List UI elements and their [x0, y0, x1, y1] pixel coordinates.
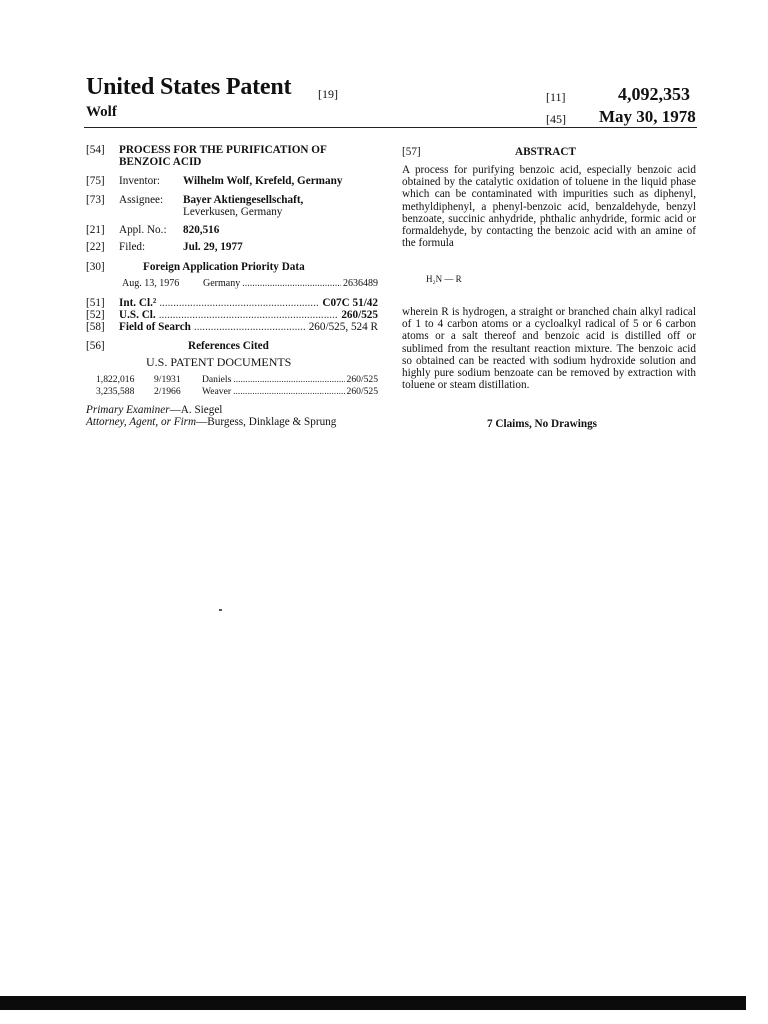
primary-examiner-value: —A. Siegel — [169, 404, 223, 416]
patent-number: 4,092,353 — [618, 84, 690, 104]
assignee-code: [73] — [86, 194, 105, 206]
abstract-part2: wherein R is hydrogen, a straight or branched chain alkyl radical of 1 to 4 carbon atoms or a cycloalkyl radical of 5 or 6 carbon atoms or a salt thereof and benzoic acid is distilled off or sublimed from the resultant reaction mixture. The benzoic acid so obtained can be reacted with sodium hydroxide solution and highly pure sodium benzoate can be removed by extraction with toluene or steam distillation. — [402, 306, 696, 392]
ref-class: 260/525 — [346, 374, 378, 385]
foreign-heading: Foreign Application Priority Data — [143, 261, 305, 273]
ref-name: Weaver — [202, 385, 232, 397]
table-row — [96, 386, 378, 398]
ref-date: 9/1931 — [154, 374, 181, 385]
ref-number: 3,235,588 — [96, 385, 135, 397]
attorney-label: Attorney, Agent, or Firm — [86, 416, 197, 428]
invention-title-line1: PROCESS FOR THE PURIFICATION OF — [119, 144, 327, 156]
ref-number: 1,822,016 — [96, 374, 135, 385]
intcl-label: Int. Cl.² — [119, 297, 157, 309]
filed-code: [22] — [86, 241, 105, 253]
inventor-code: [75] — [86, 175, 105, 187]
dot-leader — [233, 386, 344, 398]
field-value: 260/525, 524 R — [308, 321, 378, 333]
title-field-code: [54] — [86, 144, 105, 156]
uscl-code: [52] — [86, 309, 105, 321]
primary-examiner-label: Primary Examiner — [86, 404, 170, 416]
ref-class: 260/525 — [346, 385, 378, 397]
uscl-value: 260/525 — [341, 309, 378, 321]
table-row — [96, 374, 378, 386]
intcl-value: C07C 51/42 — [322, 297, 378, 309]
foreign-country: Germany — [203, 278, 241, 289]
foreign-code: [30] — [86, 261, 105, 273]
formula: H₂N — R — [426, 274, 462, 284]
assignee-line2: Leverkusen, Germany — [183, 206, 283, 218]
filed-label: Filed: — [119, 241, 146, 253]
abstract-part1: A process for purifying benzoic acid, especially benzoic acid obtained by the catalytic oxidation of toluene in the liquid phase which can be contaminated with impurities such as diphenyl, methyldiphenyl, a phenyl-benzoic acid, benzaldehyde, benzyl benzoate, succinic anhydride, phthalic anhydride, formic acid or formaldehyde, by contacting the benzoic acid with an amine of the formula — [402, 164, 696, 250]
abstract-heading: ABSTRACT — [515, 146, 576, 158]
ref-name: Daniels — [202, 374, 232, 385]
appl-value: 820,516 — [183, 224, 220, 236]
assignee-line1: Bayer Aktiengesellschaft, — [183, 194, 304, 206]
title-code: [19] — [318, 87, 338, 101]
inventor-surname: Wolf — [86, 104, 117, 120]
field-of-search-row — [119, 321, 378, 334]
foreign-date: Aug. 13, 1976 — [122, 278, 180, 289]
number-code: [11] — [546, 90, 566, 104]
us-docs-heading: U.S. PATENT DOCUMENTS — [146, 355, 292, 369]
claims-line: 7 Claims, No Drawings — [487, 418, 598, 430]
field-label: Field of Search — [119, 321, 191, 333]
field-code: [58] — [86, 321, 105, 333]
dot-leader — [242, 278, 341, 289]
ref-date: 2/1966 — [154, 385, 181, 397]
attorney-value: —Burgess, Dinklage & Sprung — [196, 416, 337, 428]
dot-leader — [233, 374, 344, 386]
scan-speck — [219, 609, 222, 611]
header-rule — [84, 127, 697, 128]
attorney — [86, 416, 336, 429]
patent-date: May 30, 1978 — [599, 107, 696, 126]
refs-heading: References Cited — [188, 340, 269, 352]
invention-title-line2: BENZOIC ACID — [119, 156, 202, 168]
references-table — [96, 374, 378, 397]
foreign-number: 2636489 — [343, 278, 378, 289]
inventor-value: Wilhelm Wolf, Krefeld, Germany — [183, 175, 343, 187]
refs-code: [56] — [86, 340, 105, 352]
appl-code: [21] — [86, 224, 105, 236]
scan-border-bar — [0, 996, 746, 1010]
patent-title: United States Patent — [86, 74, 292, 100]
inventor-label: Inventor: — [119, 175, 161, 187]
filed-value: Jul. 29, 1977 — [183, 241, 243, 253]
appl-label: Appl. No.: — [119, 224, 167, 236]
date-code: [45] — [546, 112, 566, 126]
dot-leader — [194, 321, 306, 334]
assignee-label: Assignee: — [119, 194, 164, 206]
intcl-code: [51] — [86, 297, 105, 309]
uscl-label: U.S. Cl. — [119, 309, 156, 321]
foreign-priority-row — [122, 278, 378, 289]
abstract-code: [57] — [402, 146, 421, 158]
